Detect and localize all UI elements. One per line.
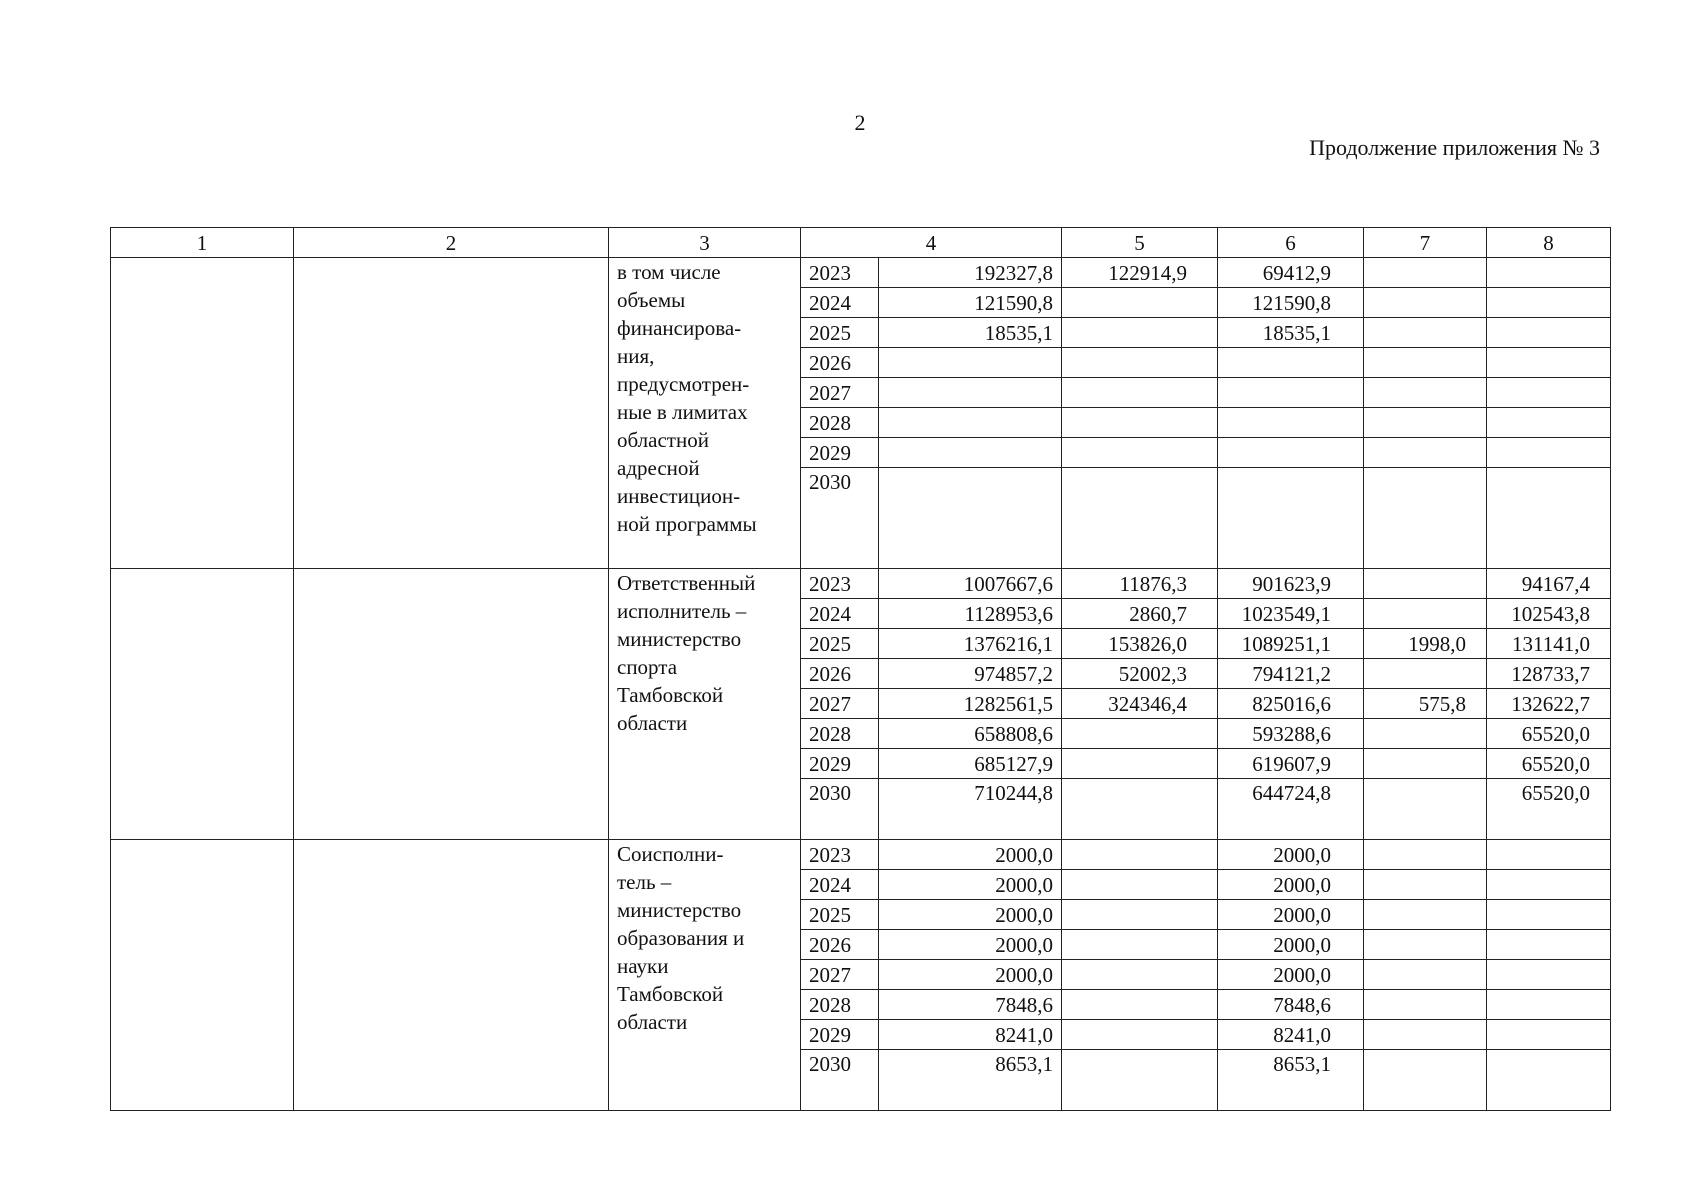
value-cell-c4: 192327,8 [879, 258, 1062, 288]
value-cell-c7 [1364, 318, 1487, 348]
year-cell: 2027 [801, 960, 879, 990]
value-cell-c8 [1487, 318, 1611, 348]
value-cell-c5 [1062, 779, 1218, 840]
section-col-2 [294, 569, 609, 840]
value-cell-c7 [1364, 870, 1487, 900]
section-label-line: ния, [617, 344, 655, 368]
value-cell-c4: 2000,0 [879, 870, 1062, 900]
value-cell-c6: 1023549,1 [1218, 599, 1364, 629]
section-label-line: Ответственный [617, 571, 756, 595]
value-cell-c5 [1062, 990, 1218, 1020]
continuation-caption: Продолжение приложения № 3 [1309, 135, 1600, 160]
section-label-line: инвестицион- [617, 484, 741, 508]
section-label-line: областной [617, 428, 709, 452]
value-cell-c4 [879, 468, 1062, 569]
section-label-line: области [617, 1010, 688, 1034]
value-cell-c6 [1218, 378, 1364, 408]
year-cell: 2028 [801, 408, 879, 438]
value-cell-c5 [1062, 930, 1218, 960]
value-cell-c4: 18535,1 [879, 318, 1062, 348]
value-cell-c8: 65520,0 [1487, 779, 1611, 840]
year-cell: 2024 [801, 288, 879, 318]
value-cell-c7 [1364, 569, 1487, 599]
value-cell-c6: 2000,0 [1218, 960, 1364, 990]
value-cell-c7 [1364, 599, 1487, 629]
header-col-2: 2 [294, 228, 609, 258]
value-cell-c8 [1487, 468, 1611, 569]
section-label-line: области [617, 711, 688, 735]
header-col-7: 7 [1364, 228, 1487, 258]
value-cell-c4: 1376216,1 [879, 629, 1062, 659]
value-cell-c8 [1487, 930, 1611, 960]
value-cell-c5 [1062, 1020, 1218, 1050]
header-col-8: 8 [1487, 228, 1611, 258]
section-label-line: ные в лимитах [617, 400, 748, 424]
section-label-line: министерство [617, 898, 742, 922]
value-cell-c8 [1487, 960, 1611, 990]
value-cell-c7 [1364, 288, 1487, 318]
section-label [609, 569, 801, 840]
value-cell-c6: 644724,8 [1218, 779, 1364, 840]
value-cell-c8 [1487, 990, 1611, 1020]
value-cell-c6: 825016,6 [1218, 689, 1364, 719]
value-cell-c7 [1364, 348, 1487, 378]
value-cell-c8 [1487, 1050, 1611, 1111]
section-label-line: Соисполни- [617, 842, 724, 866]
value-cell-c4 [879, 408, 1062, 438]
value-cell-c6: 901623,9 [1218, 569, 1364, 599]
section-label-line: ной программы [617, 512, 757, 536]
value-cell-c6: 593288,6 [1218, 719, 1364, 749]
value-cell-c6 [1218, 468, 1364, 569]
header-col-3: 3 [609, 228, 801, 258]
value-cell-c8 [1487, 900, 1611, 930]
header-col-4: 4 [801, 228, 1062, 258]
value-cell-c7 [1364, 960, 1487, 990]
value-cell-c5 [1062, 900, 1218, 930]
section-label-line: образования и [617, 926, 745, 950]
section-label-line: науки [617, 954, 669, 978]
value-cell-c4 [879, 438, 1062, 468]
value-cell-c5 [1062, 1050, 1218, 1111]
value-cell-c5 [1062, 719, 1218, 749]
value-cell-c6: 8241,0 [1218, 1020, 1364, 1050]
value-cell-c7 [1364, 408, 1487, 438]
value-cell-c8 [1487, 258, 1611, 288]
year-cell: 2027 [801, 378, 879, 408]
section-col-2 [294, 258, 609, 569]
value-cell-c7 [1364, 1050, 1487, 1111]
value-cell-c7 [1364, 900, 1487, 930]
value-cell-c7: 575,8 [1364, 689, 1487, 719]
value-cell-c4: 2000,0 [879, 960, 1062, 990]
value-cell-c6: 2000,0 [1218, 840, 1364, 870]
value-cell-c6: 18535,1 [1218, 318, 1364, 348]
value-cell-c8 [1487, 348, 1611, 378]
value-cell-c5: 122914,9 [1062, 258, 1218, 288]
value-cell-c8 [1487, 840, 1611, 870]
section-label-line: спорта [617, 655, 678, 679]
value-cell-c6: 2000,0 [1218, 900, 1364, 930]
value-cell-c6: 619607,9 [1218, 749, 1364, 779]
value-cell-c4: 710244,8 [879, 779, 1062, 840]
section-label-line: адресной [617, 456, 700, 480]
value-cell-c7: 1998,0 [1364, 629, 1487, 659]
page-number: 2 [854, 110, 866, 135]
value-cell-c4: 1007667,6 [879, 569, 1062, 599]
year-cell: 2026 [801, 348, 879, 378]
year-cell: 2027 [801, 689, 879, 719]
section-col-1 [111, 569, 294, 840]
table-row [111, 258, 1611, 288]
value-cell-c5: 11876,3 [1062, 569, 1218, 599]
section-label-line: исполнитель – [617, 599, 747, 623]
year-cell: 2028 [801, 719, 879, 749]
section-label-line: тель – [617, 870, 672, 894]
value-cell-c8: 94167,4 [1487, 569, 1611, 599]
value-cell-c8: 102543,8 [1487, 599, 1611, 629]
section-label [609, 840, 801, 1111]
value-cell-c7 [1364, 378, 1487, 408]
value-cell-c7 [1364, 990, 1487, 1020]
value-cell-c5 [1062, 749, 1218, 779]
value-cell-c6 [1218, 348, 1364, 378]
value-cell-c5 [1062, 408, 1218, 438]
value-cell-c8 [1487, 378, 1611, 408]
value-cell-c5: 2860,7 [1062, 599, 1218, 629]
value-cell-c8 [1487, 1020, 1611, 1050]
value-cell-c5: 52002,3 [1062, 659, 1218, 689]
value-cell-c8 [1487, 438, 1611, 468]
value-cell-c4: 1128953,6 [879, 599, 1062, 629]
year-cell: 2024 [801, 870, 879, 900]
value-cell-c5 [1062, 840, 1218, 870]
value-cell-c5: 153826,0 [1062, 629, 1218, 659]
section-label-line: предусмотрен- [617, 372, 750, 396]
year-cell: 2029 [801, 438, 879, 468]
value-cell-c7 [1364, 659, 1487, 689]
value-cell-c7 [1364, 840, 1487, 870]
value-cell-c5 [1062, 468, 1218, 569]
header-col-6: 6 [1218, 228, 1364, 258]
value-cell-c8 [1487, 870, 1611, 900]
value-cell-c8: 65520,0 [1487, 749, 1611, 779]
value-cell-c6: 7848,6 [1218, 990, 1364, 1020]
section-label-line: Тамбовской [617, 683, 724, 707]
value-cell-c4: 7848,6 [879, 990, 1062, 1020]
section-label-line: министерство [617, 627, 742, 651]
value-cell-c4 [879, 378, 1062, 408]
year-cell: 2023 [801, 840, 879, 870]
section-label-line: финансирова- [617, 316, 742, 340]
year-cell: 2030 [801, 779, 879, 840]
value-cell-c4: 1282561,5 [879, 689, 1062, 719]
value-cell-c7 [1364, 438, 1487, 468]
value-cell-c8 [1487, 288, 1611, 318]
value-cell-c5 [1062, 288, 1218, 318]
value-cell-c7 [1364, 779, 1487, 840]
year-cell: 2023 [801, 569, 879, 599]
year-cell: 2023 [801, 258, 879, 288]
year-cell: 2030 [801, 1050, 879, 1111]
value-cell-c6: 1089251,1 [1218, 629, 1364, 659]
year-cell: 2028 [801, 990, 879, 1020]
value-cell-c5 [1062, 438, 1218, 468]
year-cell: 2025 [801, 318, 879, 348]
value-cell-c7 [1364, 1020, 1487, 1050]
year-cell: 2024 [801, 599, 879, 629]
value-cell-c4: 658808,6 [879, 719, 1062, 749]
section-col-1 [111, 840, 294, 1111]
value-cell-c8: 132622,7 [1487, 689, 1611, 719]
table-row [111, 840, 1611, 870]
year-cell: 2030 [801, 468, 879, 569]
value-cell-c5 [1062, 378, 1218, 408]
value-cell-c4: 8241,0 [879, 1020, 1062, 1050]
section-label-line: Тамбовской [617, 982, 724, 1006]
value-cell-c6: 8653,1 [1218, 1050, 1364, 1111]
value-cell-c4: 8653,1 [879, 1050, 1062, 1111]
value-cell-c8: 128733,7 [1487, 659, 1611, 689]
value-cell-c6 [1218, 408, 1364, 438]
year-cell: 2026 [801, 659, 879, 689]
value-cell-c5 [1062, 318, 1218, 348]
table-body [111, 258, 1611, 1111]
year-cell: 2025 [801, 900, 879, 930]
value-cell-c4: 121590,8 [879, 288, 1062, 318]
section-col-1 [111, 258, 294, 569]
value-cell-c4: 2000,0 [879, 930, 1062, 960]
value-cell-c4: 2000,0 [879, 840, 1062, 870]
value-cell-c8 [1487, 408, 1611, 438]
value-cell-c4 [879, 348, 1062, 378]
financing-table [110, 227, 1611, 1111]
table-row [111, 569, 1611, 599]
value-cell-c7 [1364, 749, 1487, 779]
value-cell-c4: 974857,2 [879, 659, 1062, 689]
year-cell: 2029 [801, 749, 879, 779]
year-cell: 2026 [801, 930, 879, 960]
value-cell-c5 [1062, 870, 1218, 900]
section-col-2 [294, 840, 609, 1111]
value-cell-c4: 2000,0 [879, 900, 1062, 930]
value-cell-c8: 131141,0 [1487, 629, 1611, 659]
value-cell-c7 [1364, 719, 1487, 749]
value-cell-c6: 2000,0 [1218, 930, 1364, 960]
year-cell: 2029 [801, 1020, 879, 1050]
header-row [111, 228, 1611, 258]
value-cell-c7 [1364, 468, 1487, 569]
value-cell-c4: 685127,9 [879, 749, 1062, 779]
value-cell-c7 [1364, 258, 1487, 288]
header-col-5: 5 [1062, 228, 1218, 258]
value-cell-c6: 121590,8 [1218, 288, 1364, 318]
value-cell-c7 [1364, 930, 1487, 960]
value-cell-c6: 794121,2 [1218, 659, 1364, 689]
value-cell-c5: 324346,4 [1062, 689, 1218, 719]
value-cell-c6: 69412,9 [1218, 258, 1364, 288]
section-label [609, 258, 801, 569]
section-label-line: в том числе [617, 260, 721, 284]
value-cell-c5 [1062, 960, 1218, 990]
value-cell-c8: 65520,0 [1487, 719, 1611, 749]
value-cell-c6: 2000,0 [1218, 870, 1364, 900]
value-cell-c6 [1218, 438, 1364, 468]
value-cell-c5 [1062, 348, 1218, 378]
year-cell: 2025 [801, 629, 879, 659]
section-label-line: объемы [617, 288, 686, 312]
header-col-1: 1 [111, 228, 294, 258]
